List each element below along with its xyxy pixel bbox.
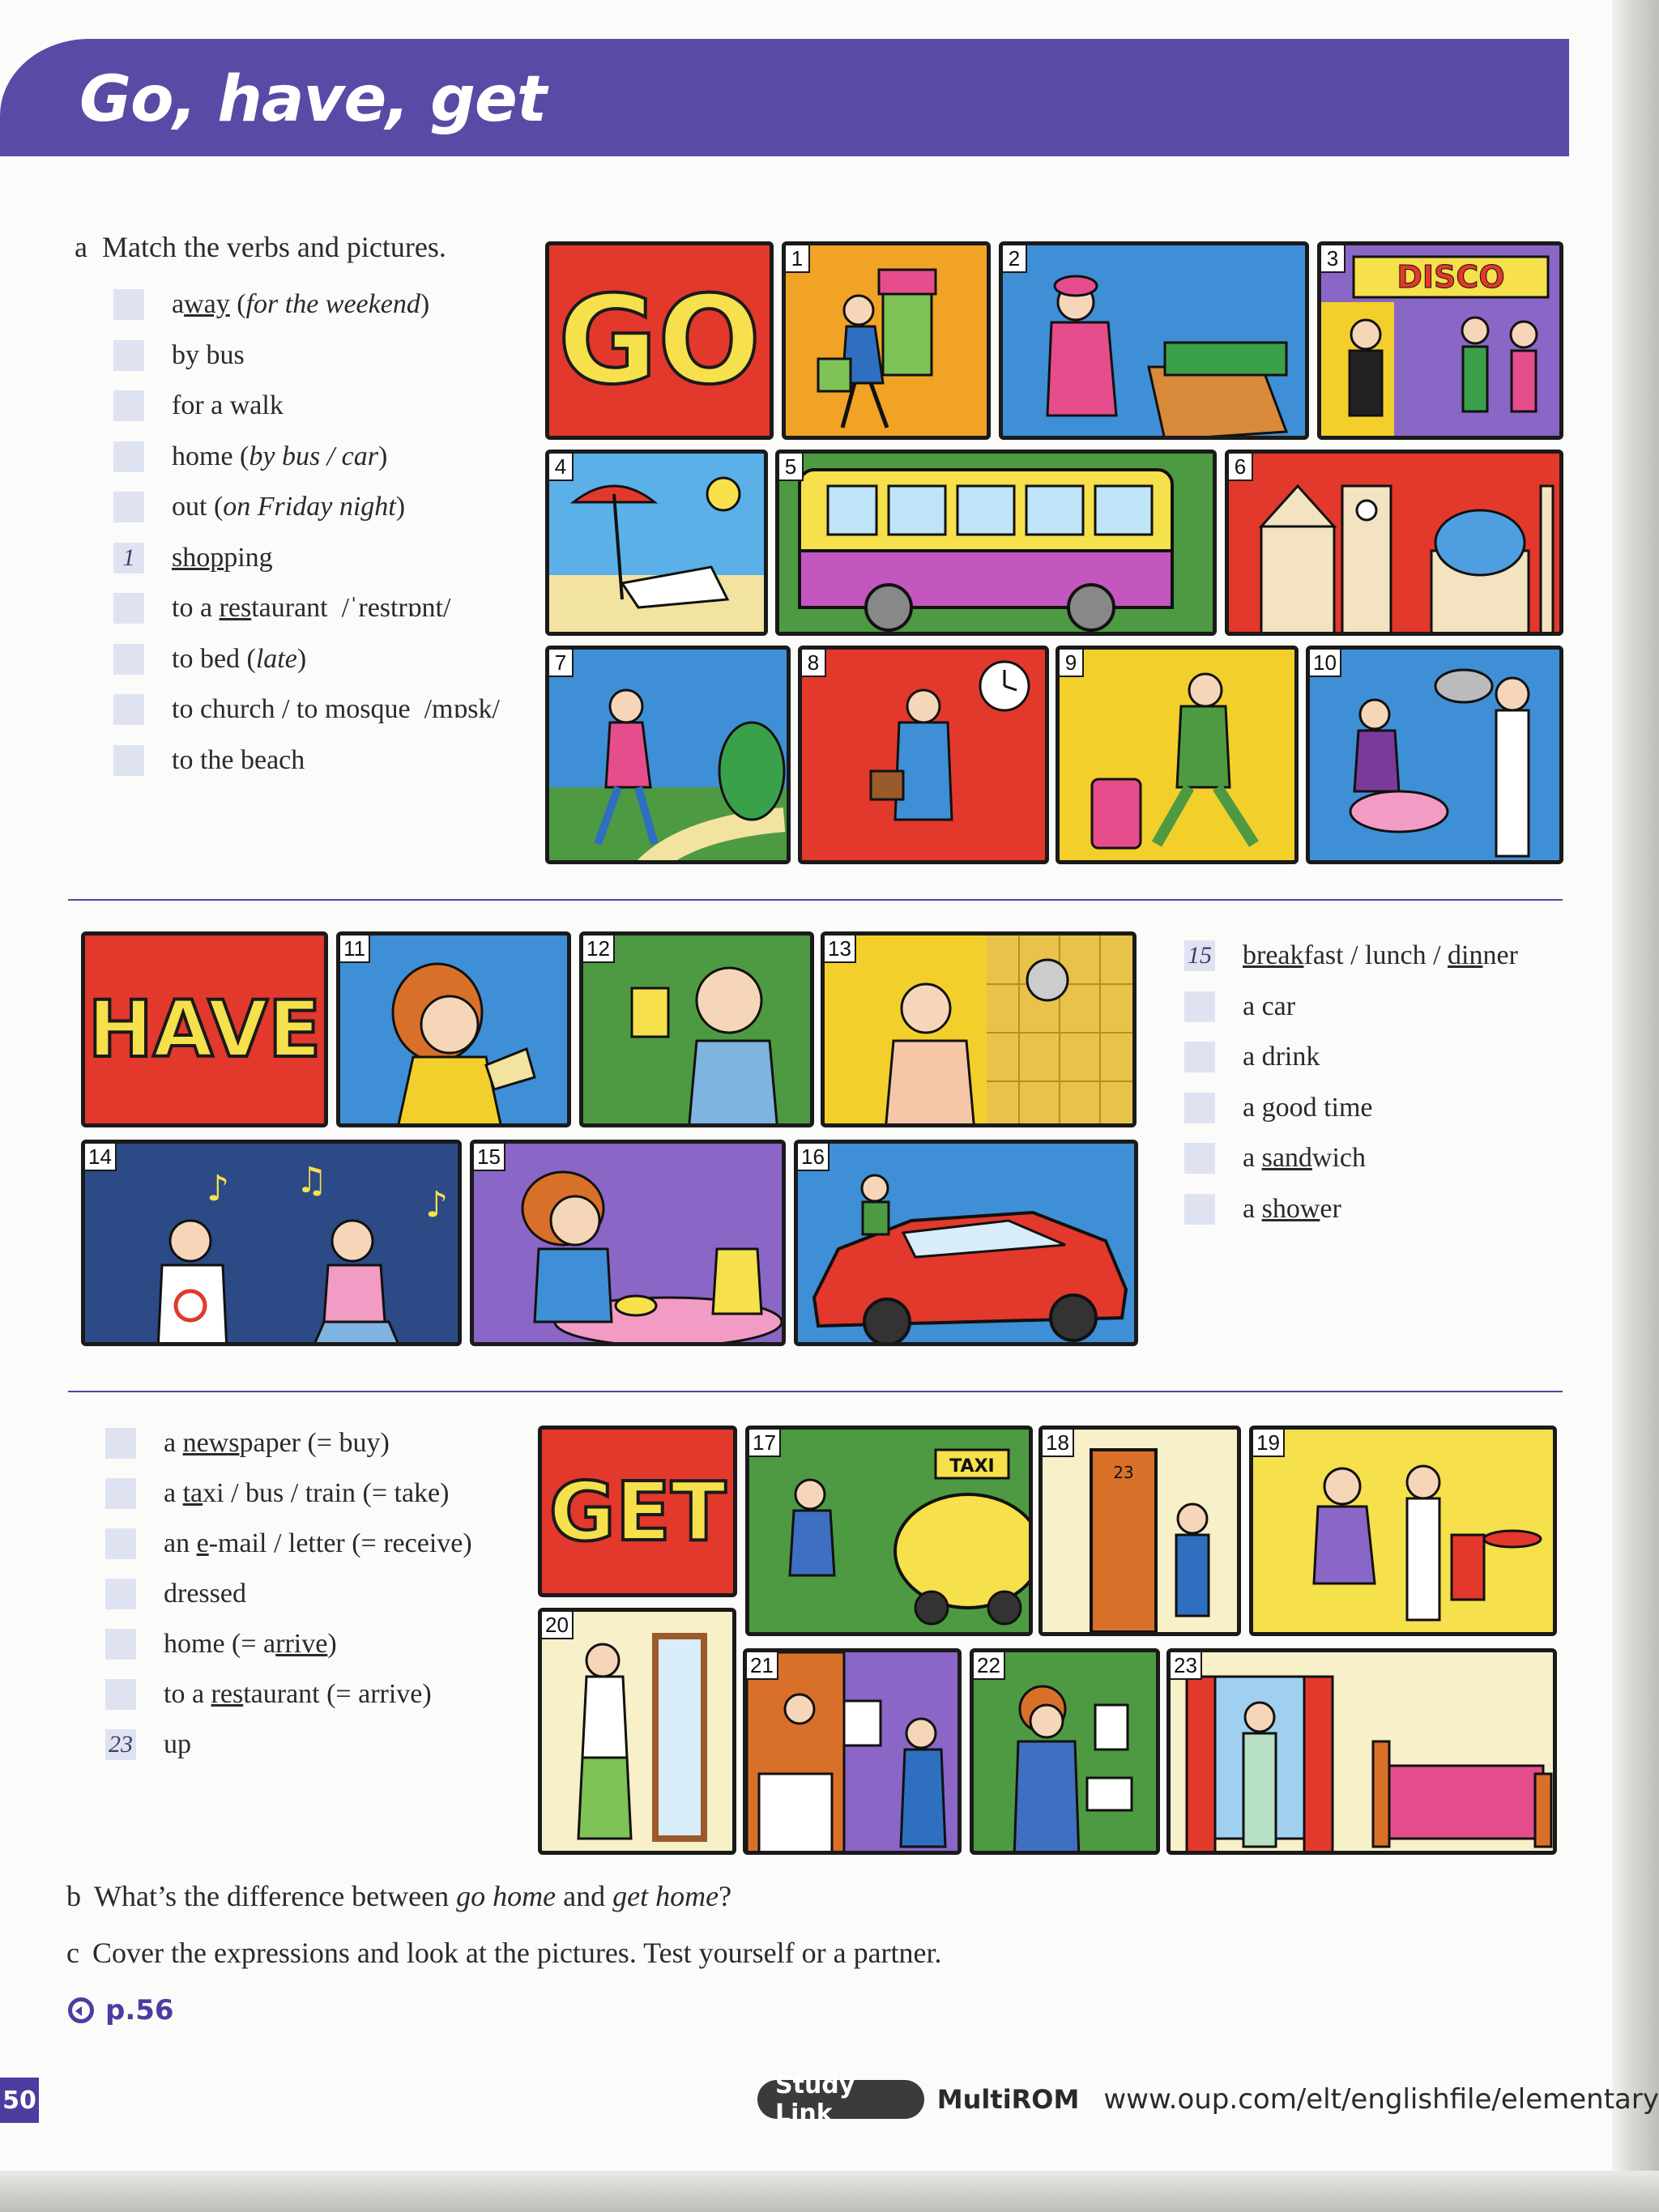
dressed-illustration (542, 1612, 736, 1855)
picture-panel-11 (336, 931, 571, 1127)
picture-panel-19 (1249, 1426, 1557, 1636)
panel-number: 18 (1043, 1430, 1074, 1457)
answer-box[interactable] (105, 1428, 136, 1459)
have-expression-item (1184, 1142, 1366, 1174)
question-c-text: Cover the expressions and look at the pictures. Test yourself or a partner. (92, 1937, 942, 1969)
walk-illustration (549, 650, 791, 864)
go-expression-item-text: shopping (172, 542, 273, 573)
get-expression-item (105, 1728, 191, 1761)
go-word: GO (557, 270, 761, 411)
have-title-panel (81, 931, 328, 1127)
question-c (66, 1936, 942, 1970)
section-a-letter: a (75, 231, 87, 263)
picture-panel-6 (1225, 450, 1563, 636)
car-illustration (798, 1144, 1138, 1346)
question-b-text: What’s the difference between go home and get home? (94, 1880, 732, 1912)
go-expression-item (113, 643, 306, 676)
answer-box[interactable] (113, 340, 144, 371)
picture-panel-18 (1038, 1426, 1241, 1636)
go-expression-item-text: to the beach (172, 744, 305, 775)
go-expression-item (113, 441, 387, 473)
panel-number: 6 (1229, 454, 1253, 481)
have-expression-item (1184, 991, 1295, 1023)
section-a-instruction (75, 230, 446, 264)
drink-illustration (583, 936, 814, 1127)
answer-box[interactable] (1184, 1042, 1215, 1072)
bed-illustration (1003, 245, 1309, 440)
have-expression-item-text: a good time (1243, 1092, 1373, 1123)
door-number: 23 (1113, 1463, 1134, 1482)
answer-box[interactable] (1184, 1093, 1215, 1123)
arrive-home-illustration (1043, 1430, 1241, 1636)
restaurant-illustration (1310, 650, 1563, 864)
page-title: Go, have, get (79, 63, 547, 136)
answer-box[interactable] (113, 441, 144, 472)
svg-text:♪: ♪ (207, 1168, 230, 1209)
answer-box[interactable] (105, 1579, 136, 1609)
get-title-panel (538, 1426, 737, 1597)
go-expression-item-text: to a restaurant /ˈrestrɒnt/ (172, 593, 451, 623)
go-expression-item-text: by bus (172, 339, 245, 370)
get-expression-item-text: up (164, 1729, 191, 1759)
answer-box[interactable] (105, 1528, 136, 1559)
go-expression-item (113, 288, 429, 321)
go-expression-item (113, 744, 305, 777)
panel-number: 10 (1310, 650, 1341, 677)
arrow-back-icon (68, 1997, 94, 2023)
taxi-sign: TAXI (949, 1456, 995, 1477)
picture-panel-7 (545, 646, 791, 864)
panel-number: 4 (549, 454, 574, 481)
letter-illustration (974, 1652, 1160, 1855)
get-expression-item-text: an e-mail / letter (= receive) (164, 1528, 472, 1558)
have-expression-item (1184, 1092, 1373, 1124)
picture-panel-15 (470, 1140, 786, 1346)
page-edge-shadow (1612, 0, 1659, 2212)
go-title-panel (545, 241, 774, 440)
panel-number: 1 (786, 245, 810, 273)
picture-panel-14 (81, 1140, 462, 1346)
picture-panel-10 (1306, 646, 1563, 864)
have-expression-item (1184, 940, 1518, 972)
panel-number: 22 (974, 1652, 1005, 1680)
go-expression-item-text: home (by bus / car) (172, 441, 388, 471)
newspaper-illustration (747, 1652, 962, 1855)
get-expression-item (105, 1477, 449, 1510)
go-expression-item (113, 592, 450, 624)
panel-number: 8 (802, 650, 826, 677)
bus-illustration (779, 454, 1217, 636)
go-expression-item-text: to bed (late) (172, 643, 307, 674)
panel-number: 11 (340, 936, 370, 963)
get-expression-item-text: to a restaurant (= arrive) (164, 1679, 432, 1709)
arrive-restaurant-illustration (1253, 1430, 1557, 1636)
website-url[interactable]: www.oup.com/elt/englishfile/elementary (1103, 2083, 1659, 2116)
get-expression-item-text: a newspaper (= buy) (164, 1428, 390, 1458)
answer-box[interactable]: 23 (105, 1729, 136, 1760)
get-expression-item (105, 1427, 390, 1460)
have-expression-item-text: a car (1243, 991, 1296, 1021)
answer-box[interactable] (113, 644, 144, 675)
go-expression-item-text: away (for the weekend) (172, 289, 430, 319)
question-b (66, 1879, 731, 1913)
get-word: GET (548, 1464, 727, 1559)
disco-illustration (1321, 245, 1563, 440)
answer-box[interactable] (113, 694, 144, 725)
answer-box[interactable] (105, 1629, 136, 1660)
picture-panel-9 (1056, 646, 1299, 864)
picture-panel-2 (999, 241, 1309, 440)
panel-number: 14 (85, 1144, 117, 1171)
panel-number: 9 (1060, 650, 1084, 677)
go-expression-item-text: out (on Friday night) (172, 492, 406, 522)
answer-box[interactable] (113, 492, 144, 522)
shopping-illustration (786, 245, 991, 440)
panel-number: 15 (474, 1144, 505, 1171)
panel-number: 17 (749, 1430, 781, 1457)
get-expression-item (105, 1578, 246, 1610)
good-time-illustration (85, 1144, 462, 1346)
picture-panel-4 (545, 450, 768, 636)
panel-number: 13 (825, 936, 856, 963)
sandwich-illustration (340, 936, 571, 1127)
picture-panel-12 (579, 931, 814, 1127)
page-bottom-edge (0, 2171, 1659, 2212)
go-expression-item (113, 693, 500, 726)
answer-box[interactable] (105, 1478, 136, 1509)
get-expression-item (105, 1628, 337, 1660)
have-word: HAVE (87, 984, 322, 1075)
go-expression-item (113, 390, 284, 422)
answer-box[interactable] (113, 745, 144, 776)
get-expression-item-text: home (= arrive) (164, 1629, 337, 1659)
answer-box[interactable] (1184, 1143, 1215, 1174)
page-number: 50 (0, 2078, 39, 2123)
page-reference-label: p.56 (105, 1994, 174, 2027)
go-expression-item (113, 542, 273, 574)
get-expression-item (105, 1528, 472, 1560)
picture-panel-21 (743, 1648, 962, 1855)
panel-number: 16 (798, 1144, 830, 1171)
answer-box[interactable]: 15 (1184, 940, 1215, 971)
question-c-letter: c (66, 1937, 79, 1969)
panel-number: 7 (549, 650, 574, 677)
picture-panel-20 (538, 1608, 736, 1855)
have-expression-item-text: a drink (1243, 1042, 1320, 1072)
panel-number: 3 (1321, 245, 1346, 273)
question-b-letter: b (66, 1880, 81, 1912)
panel-number: 12 (583, 936, 615, 963)
page-reference-link[interactable] (68, 1994, 174, 2027)
shower-illustration (825, 936, 1137, 1127)
picture-panel-16 (794, 1140, 1138, 1346)
answer-box[interactable]: 1 (113, 543, 144, 573)
have-expression-item (1184, 1193, 1341, 1225)
picture-panel-8 (798, 646, 1049, 864)
answer-box[interactable] (1184, 991, 1215, 1022)
get-expression-item-text: dressed (164, 1579, 246, 1609)
disco-sign: DISCO (1397, 259, 1505, 295)
svg-text:♫: ♫ (296, 1160, 328, 1201)
beach-illustration (549, 454, 768, 636)
section-divider-have-get (68, 1391, 1563, 1392)
have-expression-item-text: a sandwich (1243, 1143, 1367, 1173)
have-expression-item-text: breakfast / lunch / dinner (1243, 940, 1518, 970)
answer-box[interactable] (105, 1679, 136, 1710)
church-mosque-illustration (1229, 454, 1563, 636)
picture-panel-23 (1166, 1648, 1557, 1855)
study-link-badge[interactable]: Study Link (757, 2080, 924, 2119)
panel-number: 20 (542, 1612, 574, 1639)
svg-text:♪: ♪ (425, 1184, 449, 1225)
answer-box[interactable] (113, 390, 144, 421)
multirom-label: MultiROM (936, 2084, 1080, 2115)
footer-study-link (757, 2071, 1659, 2128)
picture-panel-3 (1317, 241, 1563, 440)
taxi-illustration (749, 1430, 1033, 1636)
go-expression-item-text: for a walk (172, 390, 284, 420)
section-divider-go-have (68, 899, 1563, 901)
work-illustration (802, 650, 1049, 864)
go-expression-item (113, 491, 405, 523)
luggage-illustration (1060, 650, 1299, 864)
picture-panel-1 (782, 241, 991, 440)
panel-number: 21 (747, 1652, 778, 1680)
panel-number: 19 (1253, 1430, 1285, 1457)
panel-number: 23 (1171, 1652, 1202, 1680)
picture-panel-17 (745, 1426, 1033, 1636)
have-expression-item (1184, 1041, 1320, 1073)
go-expression-item-text: to church / to mosque /mɒsk/ (172, 694, 500, 724)
get-up-illustration (1171, 1652, 1557, 1855)
answer-box[interactable] (113, 289, 144, 320)
breakfast-illustration (474, 1144, 786, 1346)
section-a-text: Match the verbs and pictures. (101, 231, 446, 263)
picture-panel-5 (775, 450, 1217, 636)
have-expression-item-text: a shower (1243, 1193, 1341, 1224)
panel-number: 2 (1003, 245, 1027, 273)
get-expression-item (105, 1678, 432, 1711)
picture-panel-13 (821, 931, 1137, 1127)
go-expression-item (113, 339, 245, 372)
panel-number: 5 (779, 454, 804, 481)
get-expression-item-text: a taxi / bus / train (= take) (164, 1478, 450, 1508)
picture-panel-22 (970, 1648, 1160, 1855)
answer-box[interactable] (113, 593, 144, 624)
answer-box[interactable] (1184, 1194, 1215, 1225)
